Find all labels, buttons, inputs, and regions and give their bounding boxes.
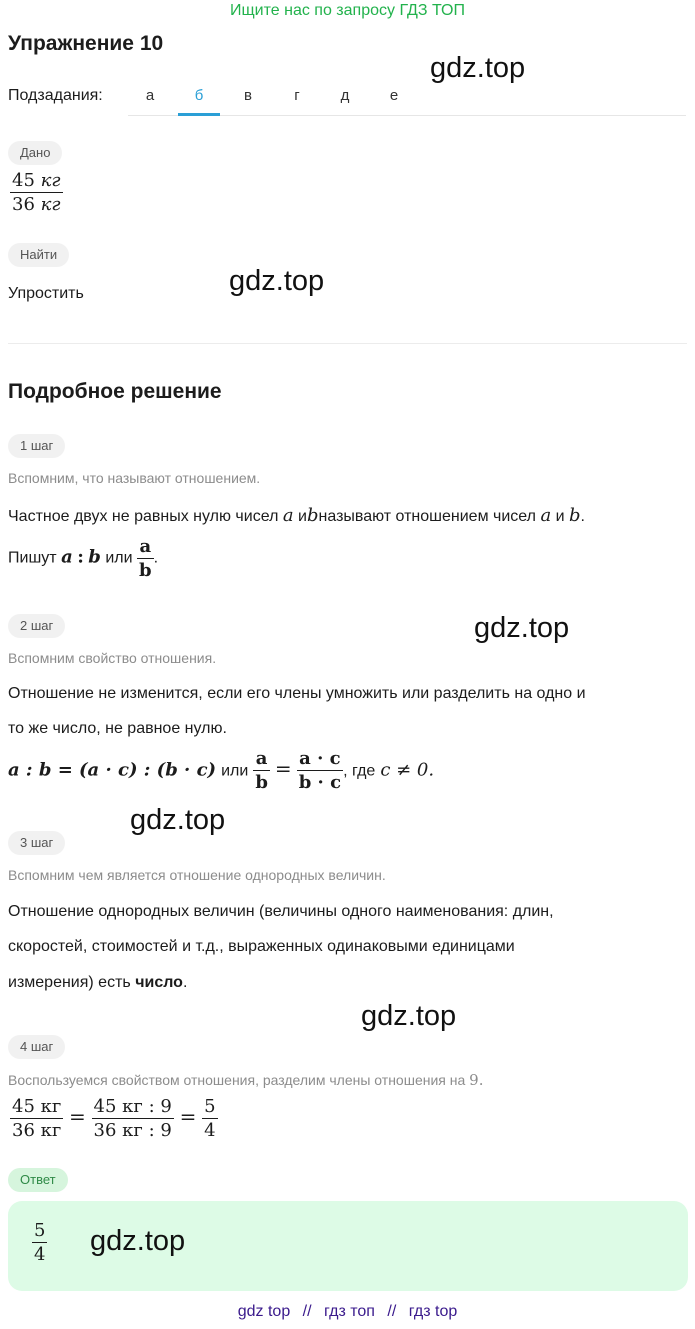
tab-v[interactable]: в — [244, 87, 252, 104]
step-1-line-1: Частное двух не равных нулю чисел a иbназывают отношением чисел a и b. — [8, 505, 585, 526]
subtasks-label: Подзадания: — [8, 87, 103, 104]
given-den: 36 — [12, 194, 35, 215]
find-text: Упростить — [8, 285, 84, 302]
answer-label: Ответ — [8, 1168, 68, 1192]
step-2-hint: Вспомним свойство отношения. — [8, 650, 217, 666]
tab-a[interactable]: а — [145, 87, 155, 104]
step-2-label: 2 шаг — [8, 614, 65, 638]
step-3-line-1: Отношение однородных величин (величины одного наименования: длин, — [8, 903, 554, 920]
subtask-tabs — [128, 78, 686, 116]
footer-links — [0, 1303, 695, 1321]
step-1-hint: Вспомним, что называют отношением. — [8, 470, 261, 486]
watermark: gdz.top — [229, 265, 325, 297]
watermark: gdz.top — [90, 1225, 186, 1257]
step-4-formula: $\frac{45 кг}{36 кг}$ = $\frac{45 кг : 9}{36 кг : 9}$ = $\frac{5}{4}$ — [12, 1096, 216, 1141]
tab-e[interactable]: е — [389, 87, 399, 104]
step-2-line-2: то же число, не равное нулю. — [8, 720, 227, 737]
step-3-line-2: скоростей, стоимостей и т.д., выраженных одинаковыми единицами — [8, 938, 515, 955]
exercise-title: Упражнение 10 — [8, 32, 164, 55]
footer-link-gdz-top-mixed[interactable]: гдз top — [408, 1303, 458, 1320]
step-1-line-2: Пишут a : b или $\frac{a}{b}$ . — [8, 536, 159, 581]
watermark: gdz.top — [474, 612, 570, 644]
given-den-unit: кг — [40, 194, 61, 215]
watermark: gdz.top — [361, 1000, 457, 1032]
footer-link-gdz-top-ru[interactable]: гдз топ — [324, 1303, 375, 1320]
answer-fraction — [32, 1220, 47, 1265]
promo-banner: Ищите нас по запросу ГДЗ ТОП — [230, 2, 465, 19]
given-num: 45 — [12, 170, 35, 191]
given-fraction — [10, 170, 63, 215]
footer-separator: // — [302, 1303, 312, 1320]
watermark: gdz.top — [130, 804, 226, 836]
footer-separator: // — [387, 1303, 397, 1320]
step-4-hint: Воспользуемся свойством отношения, разделим члены отношения на 9. — [8, 1071, 484, 1089]
section-divider — [8, 343, 687, 344]
answer-num: 5 — [34, 1220, 46, 1241]
step-2-line-1: Отношение не изменится, если его члены умножить или разделить на одно и — [8, 685, 586, 702]
find-label: Найти — [8, 243, 69, 267]
step-3-line-3: измерения) есть число. — [8, 974, 188, 991]
step-3-hint: Вспомним чем является отношение однородных величин. — [8, 867, 386, 883]
watermark: gdz.top — [430, 52, 526, 84]
solution-title: Подробное решение — [8, 380, 222, 403]
tab-d[interactable]: д — [340, 87, 350, 104]
tab-g[interactable]: г — [294, 87, 300, 104]
step-3-label: 3 шаг — [8, 831, 65, 855]
step-4-label: 4 шаг — [8, 1035, 65, 1059]
given-label: Дано — [8, 141, 62, 165]
answer-den: 4 — [34, 1244, 46, 1265]
given-section — [8, 141, 62, 165]
given-num-unit: кг — [40, 170, 61, 191]
step-1-label: 1 шаг — [8, 434, 65, 458]
footer-link-gdz-top[interactable]: gdz top — [237, 1303, 291, 1320]
tab-b[interactable]: б — [178, 78, 220, 116]
step-2-formula: a : b = (a · c) : (b · c) или $\frac{a}{b}$ = $\frac{a \cdot c}{b \cdot c}$ , где c ≠ 0. — [8, 748, 435, 793]
